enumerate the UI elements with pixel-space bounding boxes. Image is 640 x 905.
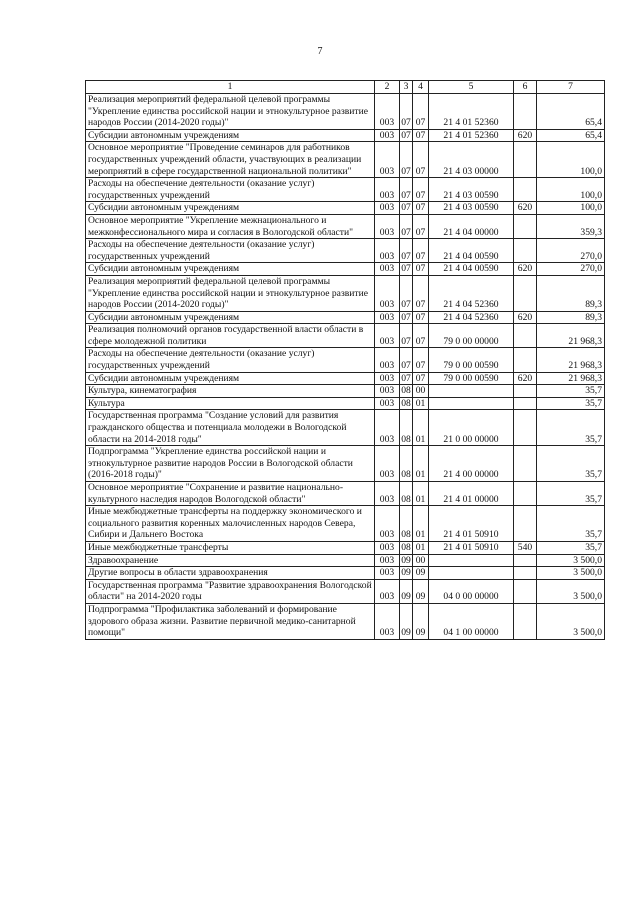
subsection-code: 07 bbox=[413, 94, 429, 130]
amount: 100,0 bbox=[537, 202, 605, 215]
table-row bbox=[86, 348, 605, 372]
subsection-code: 07 bbox=[413, 311, 429, 324]
amount: 100,0 bbox=[537, 142, 605, 178]
section-code: 07 bbox=[400, 275, 413, 311]
target-article-code bbox=[429, 397, 514, 410]
target-article-code: 21 4 04 52360 bbox=[429, 311, 514, 324]
table-row bbox=[86, 482, 605, 506]
section-code: 07 bbox=[400, 142, 413, 178]
amount: 65,4 bbox=[537, 94, 605, 130]
subsection-code: 07 bbox=[413, 129, 429, 142]
expense-type-code: 620 bbox=[514, 372, 537, 385]
item-name: Субсидии автономным учреждениям bbox=[86, 129, 375, 142]
ministry-code: 003 bbox=[375, 142, 400, 178]
item-name: Субсидии автономным учреждениям bbox=[86, 372, 375, 385]
expense-type-code bbox=[514, 142, 537, 178]
target-article-code: 04 1 00 00000 bbox=[429, 603, 514, 639]
section-code: 08 bbox=[401, 385, 411, 397]
section-code: 08 bbox=[400, 482, 413, 506]
expense-type-code bbox=[514, 579, 537, 603]
section-code: 07 bbox=[400, 348, 413, 372]
section-code: 09 bbox=[400, 603, 413, 639]
item-name: Субсидии автономным учреждениям bbox=[86, 263, 375, 276]
section-code: 07 bbox=[400, 239, 413, 263]
amount: 65,4 bbox=[537, 129, 605, 142]
item-name: Государственная программа "Развитие здравоохранения Вологодской области" на 2014-2020 годы bbox=[86, 579, 375, 603]
target-article-code: 21 4 01 52360 bbox=[429, 129, 514, 142]
ministry-code: 003 bbox=[375, 385, 400, 398]
section-code: 07 bbox=[400, 214, 413, 238]
subsection-code: 07 bbox=[413, 178, 429, 202]
ministry-code: 003 bbox=[375, 410, 400, 446]
subsection-code: 09 bbox=[413, 603, 429, 639]
ministry-code: 003 bbox=[375, 214, 400, 238]
amount: 270,0 bbox=[537, 263, 605, 276]
item-name: Основное мероприятие "Проведение семинаров для работников государственных учреждений области, участвующих в реализации мероприятий в сфере государственной национальной политики" bbox=[86, 142, 375, 178]
table-row bbox=[86, 446, 605, 482]
amount: 21 968,3 bbox=[537, 324, 605, 348]
subsection-code: 01 bbox=[413, 506, 429, 542]
section-code: 07 bbox=[401, 129, 411, 141]
expense-type-code bbox=[514, 324, 537, 348]
section-code: 08 bbox=[400, 506, 413, 542]
expense-type-code bbox=[514, 94, 537, 130]
ministry-code: 003 bbox=[375, 263, 400, 276]
amount: 359,3 bbox=[537, 214, 605, 238]
item-name: Основное мероприятие "Сохранение и развитие национально-культурного наследия народов Вологодской области" bbox=[86, 482, 375, 506]
ministry-code: 003 bbox=[375, 397, 400, 410]
amount: 3 500,0 bbox=[537, 554, 605, 567]
table-row bbox=[86, 202, 605, 215]
item-name: Иные межбюджетные трансферты bbox=[86, 541, 375, 554]
section-code: 09 bbox=[401, 567, 411, 579]
ministry-code: 003 bbox=[375, 311, 400, 324]
ministry-code: 003 bbox=[375, 178, 400, 202]
table-row bbox=[86, 579, 605, 603]
header-cell: 4 bbox=[413, 81, 429, 94]
amount: 3 500,0 bbox=[537, 567, 605, 580]
subsection-code: 01 bbox=[413, 482, 429, 506]
amount: 3 500,0 bbox=[537, 603, 605, 639]
table-row bbox=[86, 506, 605, 542]
expense-type-code bbox=[514, 410, 537, 446]
expense-type-code: 620 bbox=[514, 202, 537, 215]
item-name: Реализация полномочий органов государственной власти области в сфере молодежной политики bbox=[86, 324, 375, 348]
item-name: Государственная программа "Создание условий для развития гражданского общества и потенциала молодежи в Вологодской области на 2014-2018 годы" bbox=[86, 410, 375, 446]
header-cell: 7 bbox=[537, 81, 605, 94]
expense-type-code bbox=[514, 446, 537, 482]
target-article-code: 21 4 03 00590 bbox=[429, 178, 514, 202]
subsection-code: 01 bbox=[413, 541, 429, 554]
item-name: Расходы на обеспечение деятельности (оказание услуг) государственных учреждений bbox=[86, 348, 375, 372]
ministry-code: 003 bbox=[375, 603, 400, 639]
amount: 21 968,3 bbox=[537, 348, 605, 372]
subsection-code: 07 bbox=[413, 275, 429, 311]
section-code: 07 bbox=[401, 202, 411, 214]
header-cell: 5 bbox=[429, 81, 514, 94]
section-code: 07 bbox=[401, 372, 411, 384]
expense-type-code bbox=[514, 397, 537, 410]
ministry-code: 003 bbox=[375, 202, 400, 215]
table-row bbox=[86, 385, 605, 398]
target-article-code bbox=[429, 385, 514, 398]
subsection-code: 07 bbox=[413, 372, 429, 385]
subsection-code: 07 bbox=[413, 142, 429, 178]
ministry-code: 003 bbox=[375, 554, 400, 567]
item-name: Другие вопросы в области здравоохранения bbox=[86, 567, 375, 580]
header-cell: 3 bbox=[400, 81, 413, 94]
target-article-code: 79 0 00 00000 bbox=[429, 324, 514, 348]
section-code: 08 bbox=[400, 446, 413, 482]
table-row bbox=[86, 567, 605, 580]
ministry-code: 003 bbox=[375, 567, 400, 580]
ministry-code: 003 bbox=[375, 482, 400, 506]
section-code: 09 bbox=[401, 554, 411, 566]
target-article-code: 21 4 01 50910 bbox=[429, 541, 514, 554]
table-row bbox=[86, 275, 605, 311]
amount: 35,7 bbox=[537, 446, 605, 482]
ministry-code: 003 bbox=[375, 541, 400, 554]
expense-type-code bbox=[514, 482, 537, 506]
item-name: Культура, кинематография bbox=[86, 385, 375, 398]
target-article-code bbox=[429, 567, 514, 580]
subsection-code: 09 bbox=[413, 567, 429, 580]
item-name: Субсидии автономным учреждениям bbox=[86, 202, 375, 215]
amount: 35,7 bbox=[537, 506, 605, 542]
ministry-code: 003 bbox=[375, 129, 400, 142]
section-code: 07 bbox=[401, 263, 411, 275]
table-row bbox=[86, 324, 605, 348]
section-code: 07 bbox=[400, 178, 413, 202]
target-article-code: 21 4 03 00590 bbox=[429, 202, 514, 215]
amount: 3 500,0 bbox=[537, 579, 605, 603]
item-name: Субсидии автономным учреждениям bbox=[86, 311, 375, 324]
ministry-code: 003 bbox=[375, 372, 400, 385]
expense-type-code: 620 bbox=[514, 129, 537, 142]
subsection-code: 07 bbox=[413, 202, 429, 215]
table-row bbox=[86, 142, 605, 178]
expense-type-code bbox=[514, 506, 537, 542]
expense-type-code bbox=[514, 385, 537, 398]
expense-type-code bbox=[514, 603, 537, 639]
subsection-code: 07 bbox=[413, 263, 429, 276]
target-article-code: 21 4 04 00590 bbox=[429, 239, 514, 263]
expense-type-code bbox=[514, 239, 537, 263]
ministry-code: 003 bbox=[375, 506, 400, 542]
item-name: Подпрограмма "Профилактика заболеваний и формирование здорового образа жизни. Развитие первичной медико-санитарной помощи" bbox=[86, 603, 375, 639]
header-row bbox=[86, 81, 605, 94]
target-article-code: 79 0 00 00590 bbox=[429, 372, 514, 385]
target-article-code: 21 4 04 00000 bbox=[429, 214, 514, 238]
target-article-code: 21 0 00 00000 bbox=[429, 410, 514, 446]
item-name: Основное мероприятие "Укрепление межнационального и межконфессионального мира и согласия в Вологодской области" bbox=[86, 214, 375, 238]
expense-type-code bbox=[514, 214, 537, 238]
ministry-code: 003 bbox=[375, 348, 400, 372]
budget-table bbox=[85, 80, 605, 640]
subsection-code: 09 bbox=[413, 579, 429, 603]
table-row bbox=[86, 214, 605, 238]
item-name: Здравоохранение bbox=[86, 554, 375, 567]
subsection-code: 00 bbox=[413, 554, 429, 567]
table-row bbox=[86, 239, 605, 263]
subsection-code: 00 bbox=[413, 385, 429, 398]
table-row bbox=[86, 554, 605, 567]
amount: 35,7 bbox=[537, 482, 605, 506]
target-article-code: 21 4 04 00590 bbox=[429, 263, 514, 276]
item-name: Реализация мероприятий федеральной целевой программы "Укрепление единства российской нации и этнокультурное развитие народов России (2014-2020 годы)" bbox=[86, 94, 375, 130]
target-article-code: 21 4 00 00000 bbox=[429, 446, 514, 482]
section-code: 08 bbox=[401, 541, 411, 553]
table-row bbox=[86, 178, 605, 202]
expense-type-code bbox=[514, 178, 537, 202]
item-name: Иные межбюджетные трансферты на поддержку экономического и социального развития коренных малочисленных народов Севера, Сибири и Дальнего Востока bbox=[86, 506, 375, 542]
target-article-code: 21 4 03 00000 bbox=[429, 142, 514, 178]
amount: 100,0 bbox=[537, 178, 605, 202]
amount: 35,7 bbox=[537, 397, 605, 410]
subsection-code: 07 bbox=[413, 324, 429, 348]
target-article-code: 79 0 00 00590 bbox=[429, 348, 514, 372]
ministry-code: 003 bbox=[375, 275, 400, 311]
header-cell: 2 bbox=[375, 81, 400, 94]
amount: 89,3 bbox=[537, 311, 605, 324]
table-row bbox=[86, 410, 605, 446]
subsection-code: 07 bbox=[413, 214, 429, 238]
page-number: 7 bbox=[317, 46, 323, 57]
ministry-code: 003 bbox=[375, 239, 400, 263]
item-name: Подпрограмма "Укрепление единства российской нации и этнокультурное развитие народов России в Вологодской области (2016-2018 годы)" bbox=[86, 446, 375, 482]
table-row bbox=[86, 129, 605, 142]
subsection-code: 07 bbox=[413, 348, 429, 372]
subsection-code: 01 bbox=[413, 397, 429, 410]
target-article-code bbox=[429, 554, 514, 567]
item-name: Реализация мероприятий федеральной целевой программы "Укрепление единства российской нации и этнокультурное развитие народов России (2014-2020 годы)" bbox=[86, 275, 375, 311]
target-article-code: 21 4 04 52360 bbox=[429, 275, 514, 311]
section-code: 08 bbox=[400, 410, 413, 446]
expense-type-code: 540 bbox=[514, 541, 537, 554]
ministry-code: 003 bbox=[375, 324, 400, 348]
amount: 21 968,3 bbox=[537, 372, 605, 385]
expense-type-code bbox=[514, 554, 537, 567]
target-article-code: 21 4 01 50910 bbox=[429, 506, 514, 542]
amount: 35,7 bbox=[537, 410, 605, 446]
target-article-code: 21 4 01 52360 bbox=[429, 94, 514, 130]
section-code: 07 bbox=[400, 94, 413, 130]
expense-type-code: 620 bbox=[514, 263, 537, 276]
header-cell: 1 bbox=[86, 81, 375, 94]
table-row bbox=[86, 397, 605, 410]
table-row bbox=[86, 372, 605, 385]
amount: 35,7 bbox=[537, 385, 605, 398]
table-row bbox=[86, 541, 605, 554]
table-row bbox=[86, 311, 605, 324]
header-cell: 6 bbox=[514, 81, 537, 94]
table-row bbox=[86, 603, 605, 639]
item-name: Расходы на обеспечение деятельности (оказание услуг) государственных учреждений bbox=[86, 239, 375, 263]
subsection-code: 07 bbox=[413, 239, 429, 263]
table-row bbox=[86, 263, 605, 276]
expense-type-code bbox=[514, 348, 537, 372]
section-code: 09 bbox=[400, 579, 413, 603]
expense-type-code: 620 bbox=[514, 311, 537, 324]
subsection-code: 01 bbox=[413, 410, 429, 446]
amount: 35,7 bbox=[537, 541, 605, 554]
table-row bbox=[86, 94, 605, 130]
expense-type-code bbox=[514, 567, 537, 580]
section-code: 07 bbox=[400, 324, 413, 348]
section-code: 08 bbox=[401, 397, 411, 409]
amount: 89,3 bbox=[537, 275, 605, 311]
ministry-code: 003 bbox=[375, 579, 400, 603]
item-name: Культура bbox=[86, 397, 375, 410]
item-name: Расходы на обеспечение деятельности (оказание услуг) государственных учреждений bbox=[86, 178, 375, 202]
ministry-code: 003 bbox=[375, 94, 400, 130]
expense-type-code bbox=[514, 275, 537, 311]
amount: 270,0 bbox=[537, 239, 605, 263]
subsection-code: 01 bbox=[413, 446, 429, 482]
section-code: 07 bbox=[401, 311, 411, 323]
target-article-code: 04 0 00 00000 bbox=[429, 579, 514, 603]
ministry-code: 003 bbox=[375, 446, 400, 482]
target-article-code: 21 4 01 00000 bbox=[429, 482, 514, 506]
